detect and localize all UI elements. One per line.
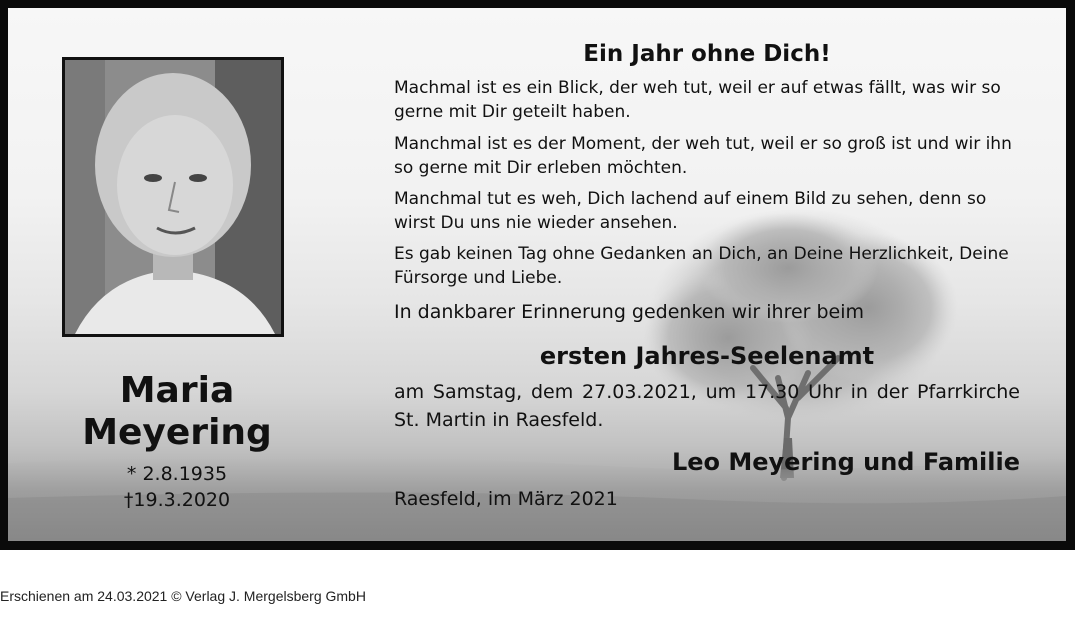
portrait-photo [62, 57, 284, 337]
event-line-1: am Samstag, dem 27.03.2021, um 17.30 Uhr in der Pfarrkirche [394, 381, 1020, 403]
event-title: ersten Jahres-Seelenamt [539, 342, 875, 370]
event-line-2: St. Martin in Raesfeld. [394, 409, 604, 431]
death-date: †19.3.2020 [123, 489, 231, 511]
family-signature: Leo Meyering und Familie [671, 448, 1020, 476]
verse-paragraph: Es gab keinen Tag ohne Gedanken an Dich, an Deine Herzlichkeit, Deine Fürsorge und Liebe. [394, 244, 1009, 288]
birth-date: * 2.8.1935 [126, 463, 228, 485]
publication-footer: Erschienen am 24.03.2021 © Verlag J. Mergelsberg GmbH [0, 588, 366, 604]
verse-paragraph: Manchmal tut es weh, Dich lachend auf einem Bild zu sehen, denn so wirst Du uns nie wieder ansehen. [394, 189, 987, 233]
verse-paragraph: Machmal ist es ein Blick, der weh tut, weil er auf etwas fällt, was wir so gerne mit Dir geteilt haben. [394, 78, 1001, 122]
verse-paragraph: Manchmal ist es der Moment, der weh tut, weil er so groß ist und wir ihn so gerne mit Dir erleben möchten. [394, 134, 1012, 178]
person-last-name: Meyering [82, 412, 272, 453]
remembrance-line: In dankbarer Erinnerung gedenken wir ihrer beim [394, 301, 865, 323]
notice-panel [8, 8, 1066, 541]
person-first-name: Maria [119, 370, 235, 411]
event-details [394, 378, 1020, 434]
place-and-date: Raesfeld, im März 2021 [394, 488, 618, 510]
notice-heading: Ein Jahr ohne Dich! [583, 41, 831, 67]
